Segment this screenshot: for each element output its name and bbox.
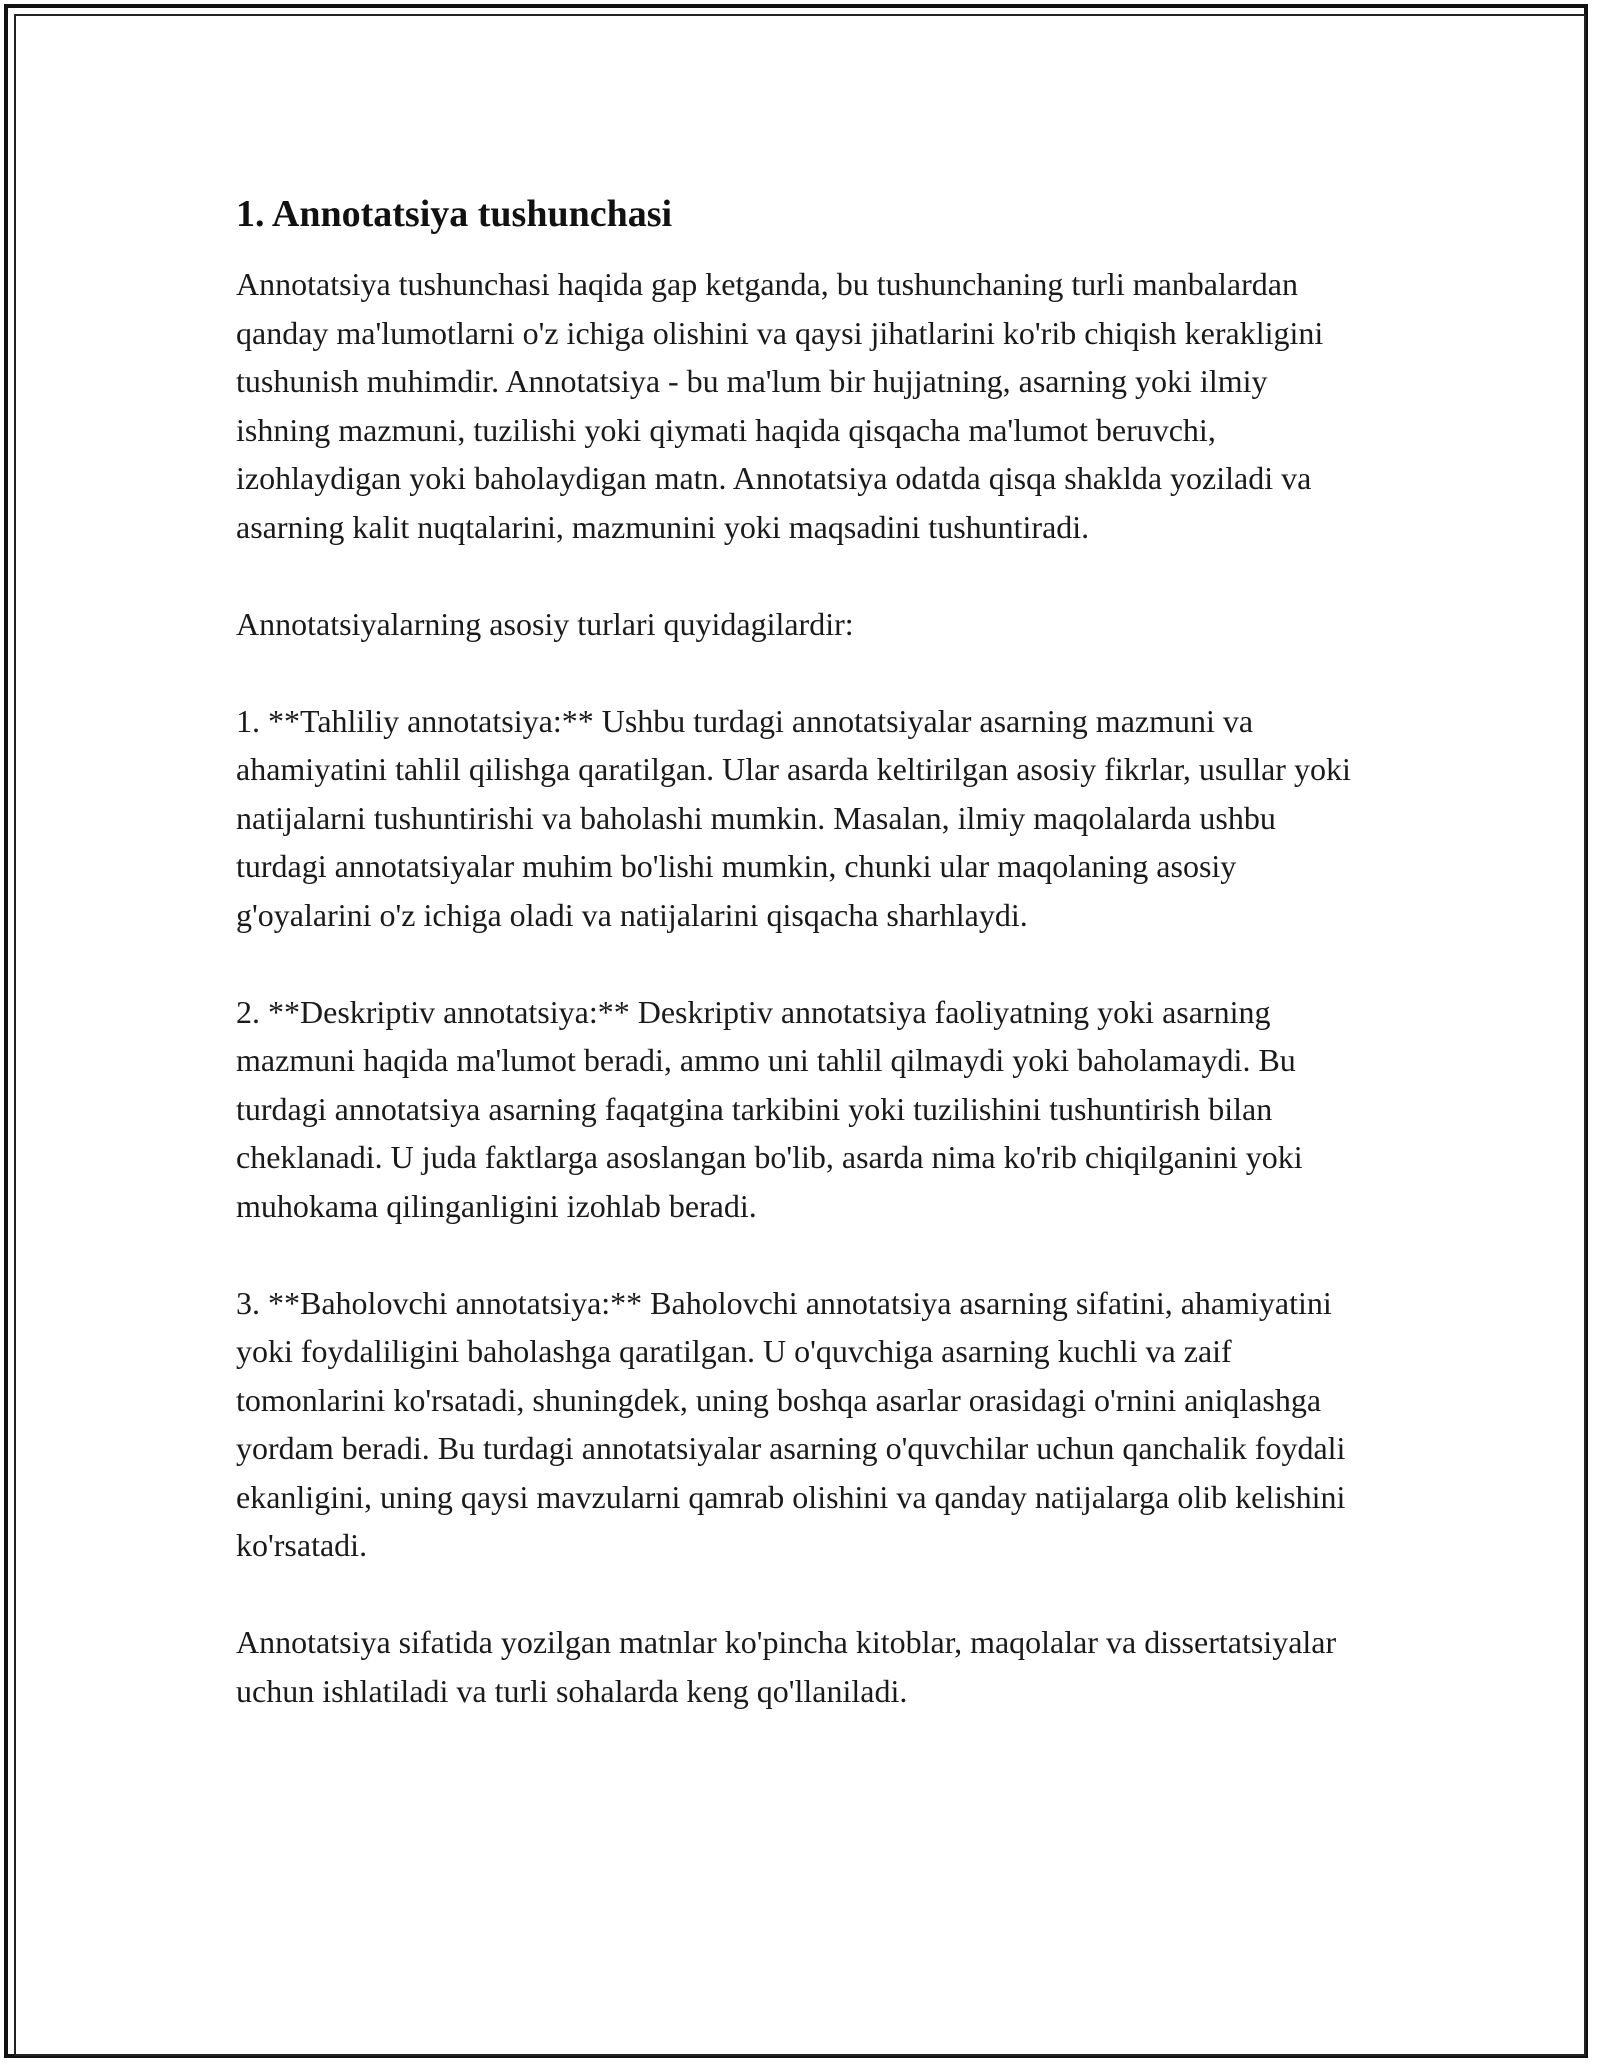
paragraph-conclusion: Annotatsiya sifatida yozilgan matnlar ko'pincha kitoblar, maqolalar va dissertatsiyalar uchun ishlatiladi va turli sohalarda keng qo'llaniladi. — [236, 1624, 1337, 1709]
section-heading: 1. Annotatsiya tushunchasi — [236, 193, 673, 235]
paragraph-evaluative-annotation: 3. **Baholovchi annotatsiya:** Baholovchi annotatsiya asarning sifatini, ahamiyatini yoki foydaliligini baholashga qaratilgan. U o'quvchiga asarning kuchli va zaif tomonlarini ko'rsatadi, shuningdek, uning boshqa asarlar orasidagi o'rnini aniqlashga yordam beradi. Bu turdagi annotatsiyalar asarning o'quvchilar uchun qanchalik foydali ekanligini, uning qaysi mavzularni qamrab olishini va qanday natijalarga olib kelishini ko'rsatadi. — [236, 1284, 1346, 1563]
paragraph-definition: Annotatsiya tushunchasi haqida gap ketganda, bu tushunchaning turli manbalardan qanday ma'lumotlarni o'z ichiga olishini va qaysi jihatlarini ko'rib chiqish kerakligini tushunish muhimdir. Annotatsiya - bu ma'lum bir hujjatning, asarning yoki ilmiy ishning mazmuni, tuzilishi yoki qiymati haqida qisqacha ma'lumot beruvchi, izohlaydigan yoki baholaydigan matn. Annotatsiya odatda qisqa shaklda yoziladi va asarning kalit nuqtalarini, mazmunini yoki maqsadini tushuntiradi. — [236, 266, 1324, 545]
paragraph-descriptive-annotation: 2. **Deskriptiv annotatsiya:** Deskriptiv annotatsiya faoliyatning yoki asarning mazmuni haqida ma'lumot beradi, ammo uni tahlil qilmaydi yoki baholamaydi. Bu turdagi annotatsiya asarning faqatgina tarkibini yoki tuzilishini tushuntirish bilan cheklanadi. U juda faktlarga asoslangan bo'lib, asarda nima ko'rib chiqilganini yoki muhokama qilinganligini izohlab beradi. — [236, 993, 1303, 1224]
document-body — [236, 186, 1366, 1764]
paragraph-analytical-annotation: 1. **Tahliliy annotatsiya:** Ushbu turdagi annotatsiyalar asarning mazmuni va ahamiyatini tahlil qilishga qaratilgan. Ular asarda keltirilgan asosiy fikrlar, usullar yoki natijalarni tushuntirishi va baholashi mumkin. Masalan, ilmiy maqolalarda ushbu turdagi annotatsiyalar muhim bo'lishi mumkin, chunki ular maqolaning asosiy g'oyalarini o'z ichiga oladi va natijalarini qisqacha sharhlaydi. — [236, 702, 1351, 933]
paragraph-types-intro: Annotatsiyalarning asosiy turlari quyidagilardir: — [236, 605, 854, 642]
